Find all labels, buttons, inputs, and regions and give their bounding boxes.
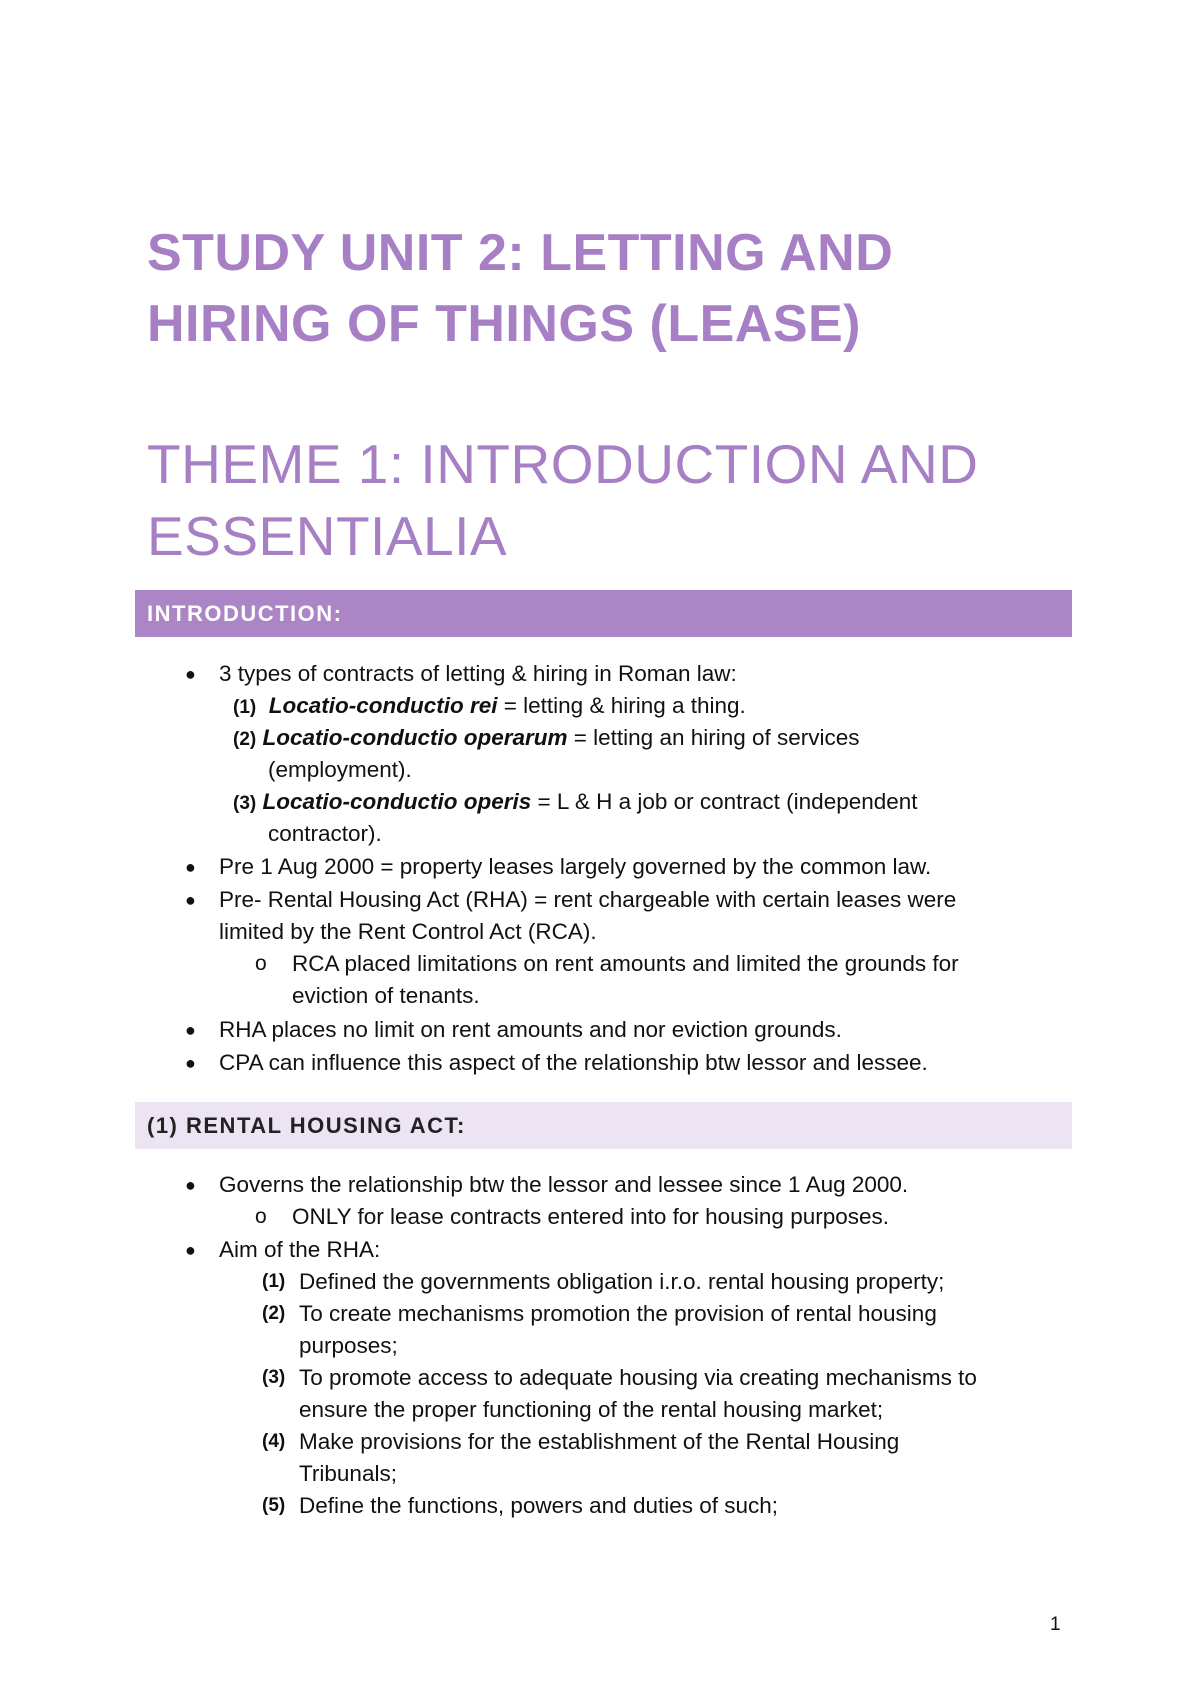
rental-housing-act-heading: (1) RENTAL HOUSING ACT: <box>135 1102 1072 1149</box>
latin-term: Locatio-conductio rei <box>268 693 498 718</box>
theme-line-2: ESSENTIALIA <box>147 505 508 567</box>
intro-sub-1 <box>233 690 746 724</box>
intro-bullet-3-cont: limited by the Rent Control Act (RCA). <box>219 919 597 944</box>
sub-number: (1) <box>233 697 257 718</box>
intro-bullet-4: RHA places no limit on rent amounts and nor eviction grounds. <box>219 1017 842 1042</box>
circle-bullet-icon: o <box>255 952 267 975</box>
aim-number: (4) <box>262 1431 286 1452</box>
bullet-icon: ● <box>185 857 196 877</box>
bullet-icon: ● <box>185 1240 196 1260</box>
introduction-heading: INTRODUCTION: <box>135 590 1072 637</box>
intro-bullet-3-sub: RCA placed limitations on rent amounts and limited the grounds for <box>292 951 959 976</box>
bullet-icon: ● <box>185 890 196 910</box>
sub-text: = letting & hiring a thing. <box>497 693 746 718</box>
intro-bullet-5: CPA can influence this aspect of the relationship btw lessor and lessee. <box>219 1050 928 1075</box>
page-number: 1 <box>1050 1614 1061 1635</box>
theme-line-1: THEME 1: INTRODUCTION AND <box>147 433 979 495</box>
rha-bullet-1: Governs the relationship btw the lessor and lessee since 1 Aug 2000. <box>219 1172 909 1197</box>
aim-4: Make provisions for the establishment of the Rental Housing <box>299 1429 900 1454</box>
sub-number: (3) <box>233 793 257 814</box>
sub-text: = L & H a job or contract (independent <box>531 789 918 814</box>
title-line-2: HIRING OF THINGS (LEASE) <box>147 295 861 353</box>
bullet-icon: ● <box>185 1175 196 1195</box>
aim-2: To create mechanisms promotion the provision of rental housing <box>299 1301 937 1326</box>
intro-bullet-2: Pre 1 Aug 2000 = property leases largely governed by the common law. <box>219 854 932 879</box>
aim-3: To promote access to adequate housing via creating mechanisms to <box>299 1365 977 1390</box>
intro-sub-2 <box>233 722 860 756</box>
aim-4-cont: Tribunals; <box>299 1461 397 1486</box>
intro-bullet-3-sub-cont: eviction of tenants. <box>292 983 480 1008</box>
rha-bullet-2: Aim of the RHA: <box>219 1237 381 1262</box>
aim-5: Define the functions, powers and duties of such; <box>299 1493 779 1518</box>
latin-term: Locatio-conductio operarum <box>262 725 568 750</box>
rha-bullet-1-sub: ONLY for lease contracts entered into for housing purposes. <box>292 1204 890 1229</box>
aim-number: (3) <box>262 1367 286 1388</box>
bullet-icon: ● <box>185 1020 196 1040</box>
aim-number: (5) <box>262 1495 286 1516</box>
circle-bullet-icon: o <box>255 1205 267 1228</box>
aim-1: Defined the governments obligation i.r.o. rental housing property; <box>299 1269 945 1294</box>
intro-sub-3-cont: contractor). <box>268 821 382 846</box>
intro-sub-2-cont: (employment). <box>268 757 412 782</box>
intro-sub-3 <box>233 786 918 820</box>
title-line-1: STUDY UNIT 2: LETTING AND <box>147 224 894 282</box>
aim-number: (1) <box>262 1271 286 1292</box>
study-unit-title <box>147 218 1047 360</box>
bullet-icon: ● <box>185 1053 196 1073</box>
sub-text: = letting an hiring of services <box>567 725 860 750</box>
theme-heading <box>147 428 1107 572</box>
aim-number: (2) <box>262 1303 286 1324</box>
bullet-icon: ● <box>185 664 196 684</box>
intro-bullet-3: Pre- Rental Housing Act (RHA) = rent chargeable with certain leases were <box>219 887 957 912</box>
latin-term: Locatio-conductio operis <box>262 789 532 814</box>
aim-3-cont: ensure the proper functioning of the rental housing market; <box>299 1397 884 1422</box>
intro-bullet-1: 3 types of contracts of letting & hiring in Roman law: <box>219 661 737 686</box>
aim-2-cont: purposes; <box>299 1333 398 1358</box>
sub-number: (2) <box>233 729 257 750</box>
